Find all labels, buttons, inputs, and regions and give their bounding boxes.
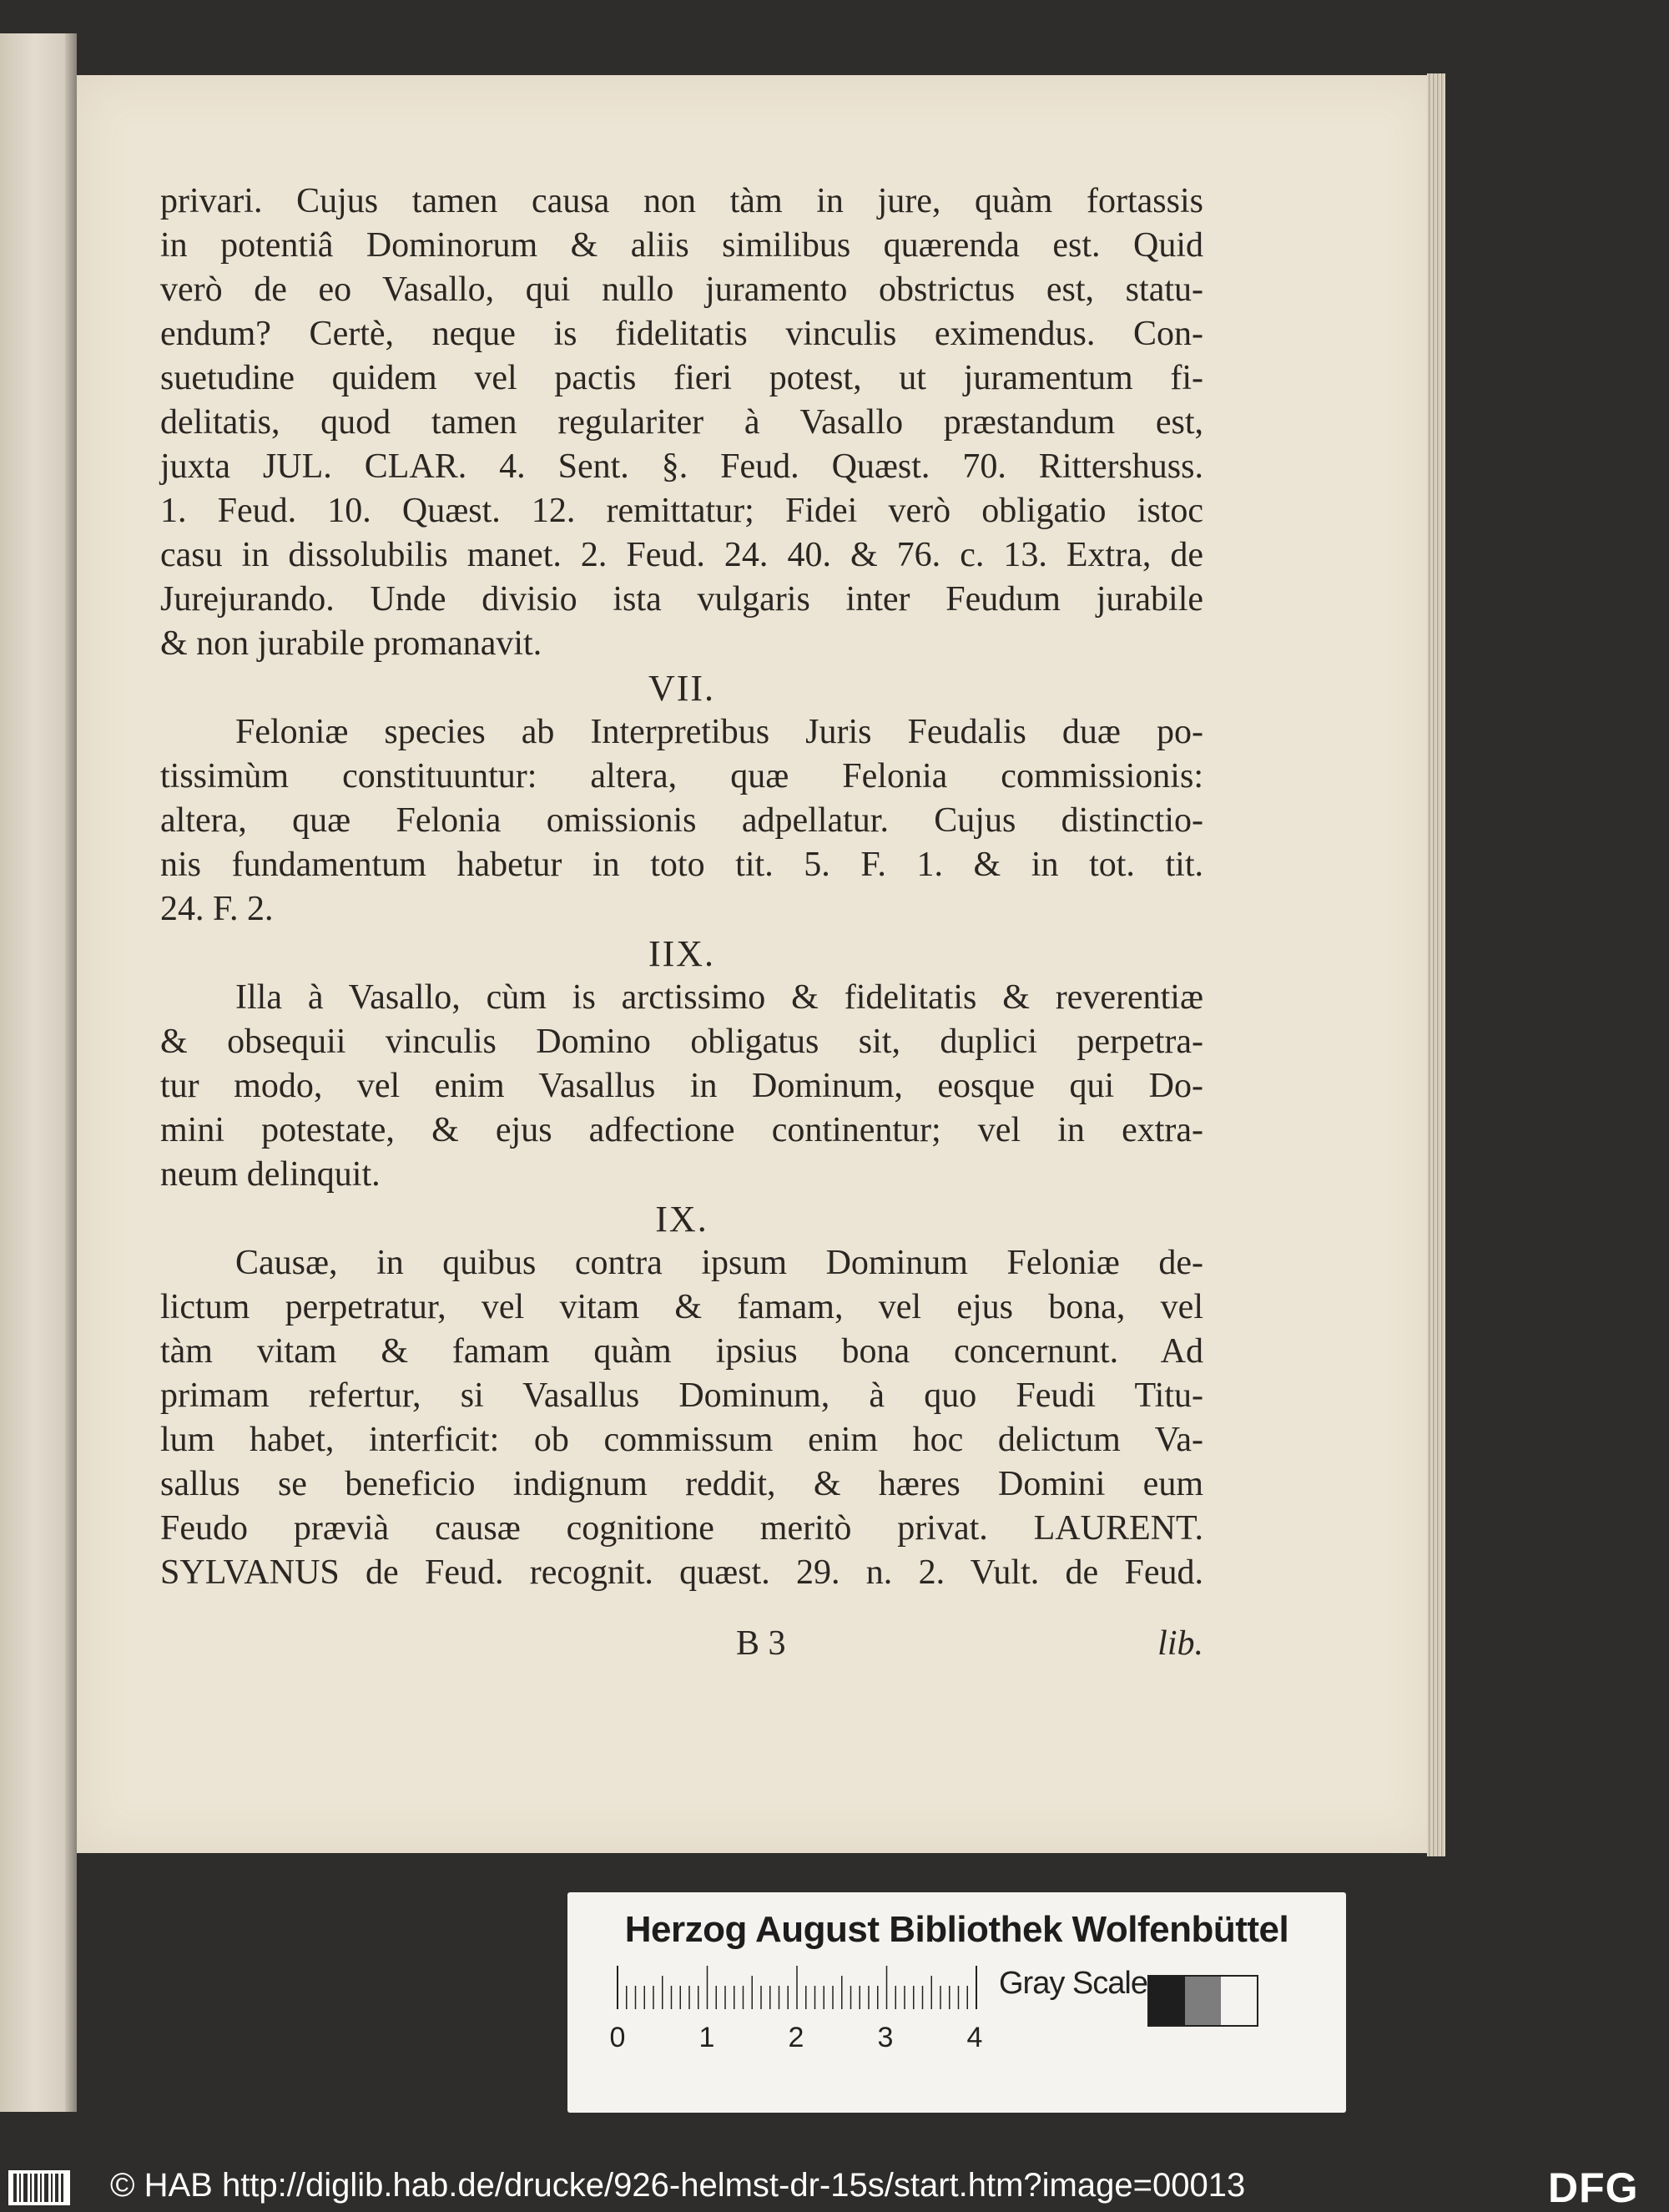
text-line: & non jurabile promanavit. — [160, 624, 542, 663]
ruler-number: 1 — [698, 2022, 715, 2053]
text-line: endum? Certè, neque is fidelitatis vinculis eximendus. Con- — [160, 315, 1203, 353]
text-line: SYLVANUS de Feud. recognit. quæst. 29. n. 2. Vult. de Feud. — [160, 1553, 1203, 1592]
text-line: juxta JUL. CLAR. 4. Sent. §. Feud. Quæst. 70. Rittershuss. — [160, 447, 1203, 486]
ruler-number: 2 — [788, 2022, 804, 2053]
scale-ruler — [609, 1959, 983, 2059]
text-line: nis fundamentum habetur in toto tit. 5. F. 1. & in tot. tit. — [160, 846, 1203, 884]
text-line: casu in dissolubilis manet. 2. Feud. 24. 40. & 76. c. 13. Extra, de — [160, 536, 1203, 574]
attribution-bar — [0, 2162, 1669, 2212]
text-line: tur modo, vel enim Vasallus in Dominum, eosque qui Do- — [160, 1067, 1203, 1105]
text-line: privari. Cujus tamen causa non tàm in jure, quàm fortassis — [160, 182, 1203, 220]
book-page — [77, 75, 1435, 1853]
signature-mark: B 3 — [736, 1624, 786, 1663]
text-line: 1. Feud. 10. Quæst. 12. remittatur; Fidei verò obligatio istoc — [160, 492, 1203, 530]
text-line: neum delinquit. — [160, 1155, 381, 1194]
text-line: Feloniæ species ab Interpretibus Juris Feudalis duæ po- — [235, 713, 1203, 751]
text-line: verò de eo Vasallo, qui nullo juramento obstrictus est, statu- — [160, 270, 1203, 309]
copyright-url[interactable]: © HAB http://diglib.hab.de/drucke/926-helmst-dr-15s/start.htm?image=00013 — [110, 2167, 1246, 2204]
page-text — [160, 179, 1203, 1595]
text-line: & obsequii vinculis Domino obligatus sit, duplici perpetra- — [160, 1023, 1203, 1061]
text-line: Causæ, in quibus contra ipsum Dominum Feloniæ de- — [235, 1244, 1203, 1282]
text-line: mini potestate, & ejus adfectione continentur; vel in extra- — [160, 1111, 1203, 1149]
gray-scale-label: Gray Scale — [999, 1966, 1147, 2001]
text-line: 24. F. 2. — [160, 890, 274, 928]
gutter-shadow — [65, 33, 77, 2112]
dfg-logo: DFG — [1548, 2164, 1639, 2211]
ruler-number: 0 — [609, 2022, 626, 2053]
text-line: tissimùm constituuntur: altera, quæ Felonia commissionis: — [160, 757, 1203, 795]
text-line: Feudo prævià causæ cognitione meritò privat. LAURENT. — [160, 1509, 1203, 1548]
text-line: lum habet, interficit: ob commissum enim hoc delictum Va- — [160, 1421, 1203, 1459]
section-heading-vii: VII. — [648, 668, 716, 709]
library-name: Herzog August Bibliothek Wolfenbüttel — [624, 1909, 1289, 1950]
page-footer — [160, 1624, 1203, 1668]
text-line: Jurejurando. Unde divisio ista vulgaris inter Feudum jurabile — [160, 580, 1203, 619]
page-stack-edge — [1427, 73, 1445, 1856]
text-line: delitatis, quod tamen regulariter à Vasallo præstandum est, — [160, 403, 1203, 442]
catchword: lib. — [1157, 1624, 1203, 1663]
text-line: sallus se beneficio indignum reddit, & hæres Domini eum — [160, 1465, 1203, 1503]
text-line: primam refertur, si Vasallus Dominum, à quo Feudi Titu- — [160, 1376, 1203, 1415]
ruler-number: 4 — [966, 2022, 983, 2053]
color-target-card — [567, 1892, 1346, 2113]
section-heading-ix: IX. — [655, 1199, 708, 1240]
barcode-icon — [8, 2170, 70, 2205]
gray-scale-frame — [1147, 1975, 1258, 2027]
section-heading-iix: IIX. — [648, 933, 716, 974]
text-line: lictum perpetratur, vel vitam & famam, vel ejus bona, vel — [160, 1288, 1203, 1326]
text-line: altera, quæ Felonia omissionis adpellatur. Cujus distinctio- — [160, 801, 1203, 840]
text-line: in potentiâ Dominorum & aliis similibus quærenda est. Quid — [160, 226, 1203, 265]
text-line: Illa à Vasallo, cùm is arctissimo & fidelitatis & reverentiæ — [235, 978, 1203, 1017]
text-line: suetudine quidem vel pactis fieri potest, ut juramentum fi- — [160, 359, 1203, 397]
ruler-number: 3 — [877, 2022, 894, 2053]
text-line: tàm vitam & famam quàm ipsius bona concernunt. Ad — [160, 1332, 1203, 1371]
